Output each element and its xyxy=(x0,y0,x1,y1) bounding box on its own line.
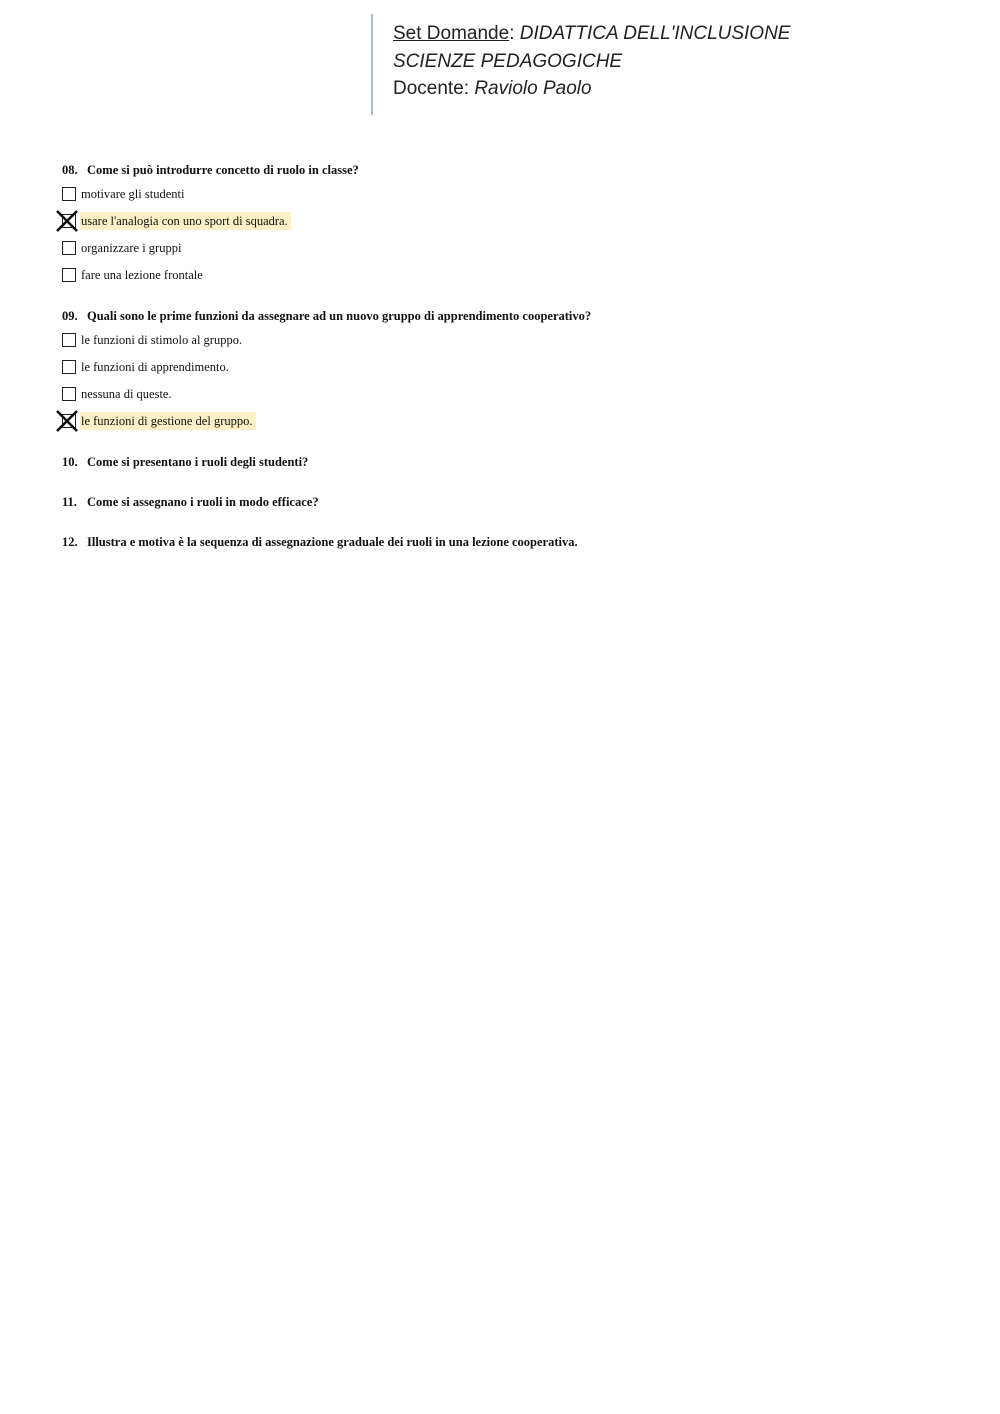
answer-option[interactable] xyxy=(62,359,962,386)
answer-options xyxy=(62,332,962,440)
question-title xyxy=(62,160,962,180)
set-label: Set Domande xyxy=(393,23,510,44)
question-text: Quali sono le prime funzioni da assegnare ad un nuovo gruppo di apprendimento cooperativo? xyxy=(87,309,592,323)
answer-text: le funzioni di gestione del gruppo. xyxy=(80,412,256,430)
x-mark-icon xyxy=(55,409,79,433)
question-text: Come si può introdurre concetto di ruolo in classe? xyxy=(87,163,359,177)
question-title xyxy=(62,492,962,512)
question-text: Come si assegnano i ruoli in modo efficace? xyxy=(87,495,319,509)
course-name: DIDATTICA DELL'INCLUSIONE xyxy=(519,23,791,44)
answer-option[interactable] xyxy=(62,386,962,413)
question-title xyxy=(62,532,962,552)
question-number: 10. xyxy=(62,455,78,469)
question-number: 09. xyxy=(62,309,78,323)
answer-checkbox[interactable] xyxy=(62,187,76,201)
teacher-label: Docente: xyxy=(393,78,470,99)
x-mark-icon xyxy=(55,209,79,233)
question-title xyxy=(62,452,962,472)
answer-text: le funzioni di apprendimento. xyxy=(81,360,229,374)
answer-checkbox[interactable] xyxy=(62,268,76,282)
question-number: 12. xyxy=(62,535,78,549)
question-08 xyxy=(62,160,962,294)
teacher-name: Raviolo Paolo xyxy=(474,78,592,99)
answer-text: motivare gli studenti xyxy=(81,187,185,201)
answer-option[interactable] xyxy=(62,332,962,359)
answer-option[interactable] xyxy=(62,240,962,267)
answer-options xyxy=(62,186,962,294)
answer-text: fare una lezione frontale xyxy=(81,268,203,282)
question-text: Illustra e motiva è la sequenza di assegnazione graduale dei ruoli in una lezione cooperativa. xyxy=(87,535,578,549)
question-number: 08. xyxy=(62,163,78,177)
answer-option-selected[interactable] xyxy=(62,213,962,240)
document-header xyxy=(371,14,891,115)
question-11 xyxy=(62,492,962,512)
answer-text: usare l'analogia con uno sport di squadra. xyxy=(80,212,291,230)
answer-option-selected[interactable] xyxy=(62,413,962,440)
answer-text: nessuna di queste. xyxy=(81,387,172,401)
answer-option[interactable] xyxy=(62,186,962,213)
question-10 xyxy=(62,452,962,472)
answer-text: organizzare i gruppi xyxy=(81,241,182,255)
answer-text: le funzioni di stimolo al gruppo. xyxy=(81,333,243,347)
question-09 xyxy=(62,306,962,440)
header-teacher-line xyxy=(393,75,891,103)
question-title xyxy=(62,306,962,326)
answer-option[interactable] xyxy=(62,267,962,294)
answer-checkbox[interactable] xyxy=(62,241,76,255)
header-course-line xyxy=(393,20,891,48)
answer-checkbox[interactable] xyxy=(62,360,76,374)
set-colon: : xyxy=(509,23,515,44)
question-number: 11. xyxy=(62,495,77,509)
answer-checkbox[interactable] xyxy=(62,333,76,347)
question-list xyxy=(62,160,962,572)
degree-name: SCIENZE PEDAGOGICHE xyxy=(393,50,623,72)
answer-checkbox[interactable] xyxy=(62,387,76,401)
question-12 xyxy=(62,532,962,552)
question-text: Come si presentano i ruoli degli studenti? xyxy=(87,455,309,469)
